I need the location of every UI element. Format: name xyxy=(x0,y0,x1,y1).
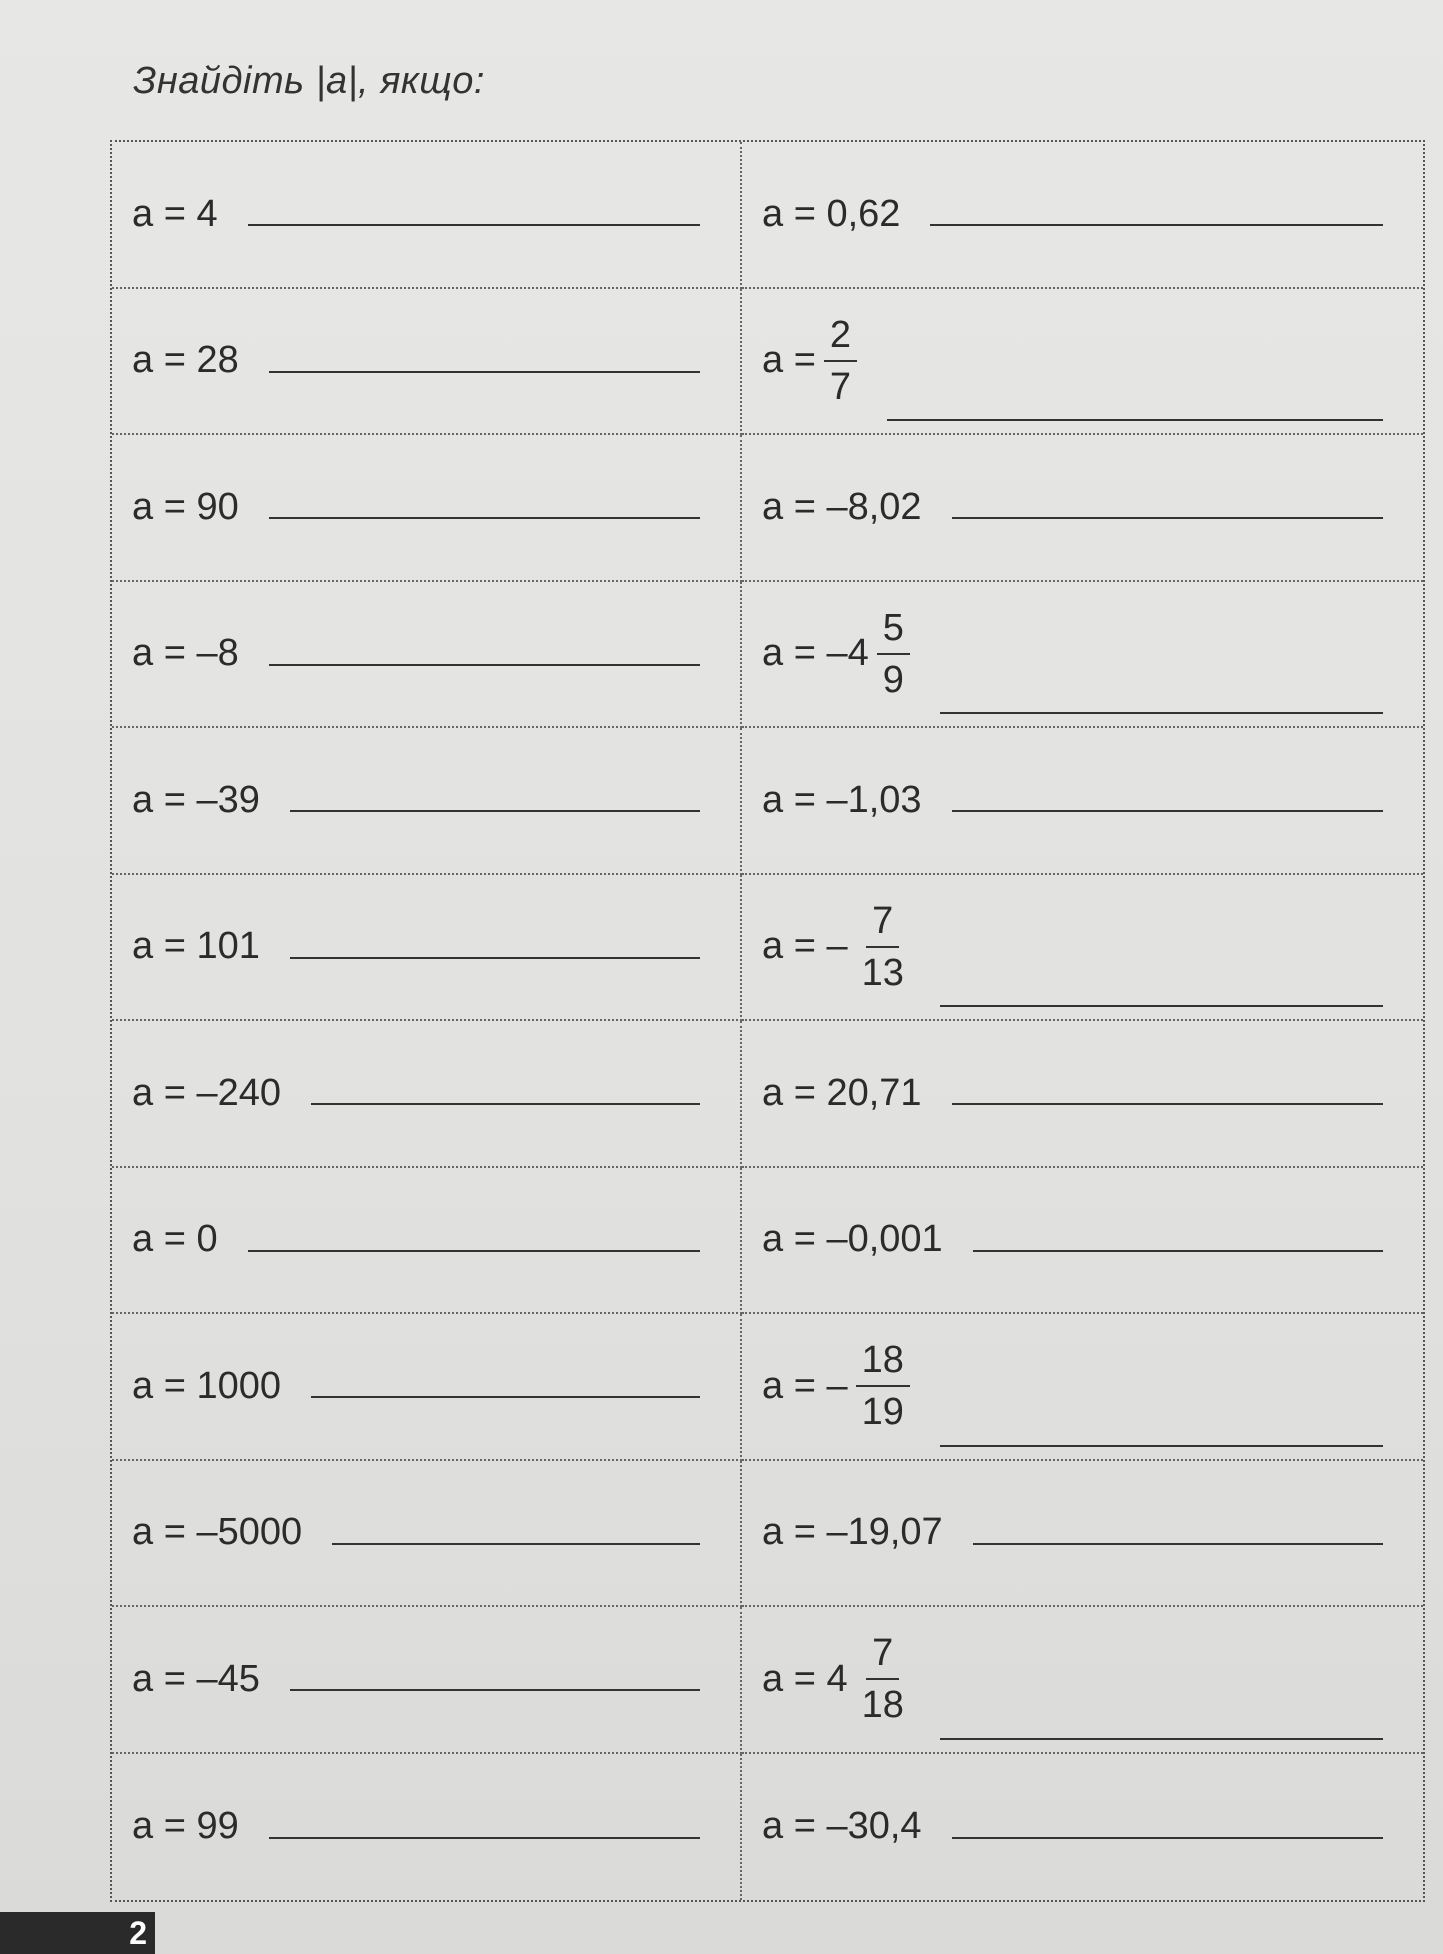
exercise-cell-left xyxy=(112,1461,742,1608)
exercise-cell-right xyxy=(742,1314,1423,1461)
answer-line[interactable] xyxy=(269,664,700,666)
answer-line[interactable] xyxy=(940,1738,1383,1740)
fraction-numerator: 7 xyxy=(866,1634,899,1680)
answer-line[interactable] xyxy=(930,224,1383,226)
exercise-cell-left xyxy=(112,142,742,289)
fraction xyxy=(856,899,910,994)
exercise-expression: a = 28 xyxy=(132,339,239,382)
exercise-expression: a = 99 xyxy=(132,1805,239,1848)
answer-line[interactable] xyxy=(269,517,700,519)
exercise-expression: a = 101 xyxy=(132,925,260,968)
exercise-expression: a = 0 xyxy=(132,1218,218,1261)
exercise-cell-left xyxy=(112,1314,742,1461)
exercise-cell-right xyxy=(742,582,1423,729)
exercise-cell-right xyxy=(742,1021,1423,1168)
exercise-cell-left xyxy=(112,435,742,582)
answer-line[interactable] xyxy=(290,957,700,959)
exercise-expression xyxy=(762,899,910,994)
expression-prefix: a = – xyxy=(762,1364,848,1407)
exercise-expression: a = 1000 xyxy=(132,1364,281,1407)
exercise-cell-right xyxy=(742,875,1423,1022)
exercise-expression: a = 90 xyxy=(132,485,239,528)
answer-line[interactable] xyxy=(940,1445,1383,1447)
answer-line[interactable] xyxy=(311,1396,700,1398)
fraction-numerator: 18 xyxy=(856,1341,910,1387)
exercise-expression xyxy=(762,1632,910,1727)
exercise-cell-left xyxy=(112,1021,742,1168)
exercise-expression xyxy=(762,313,857,408)
answer-line[interactable] xyxy=(248,1250,700,1252)
exercise-cell-right xyxy=(742,1168,1423,1315)
fraction-numerator: 7 xyxy=(866,902,899,948)
answer-line[interactable] xyxy=(269,371,700,373)
exercise-cell-right xyxy=(742,1754,1423,1901)
exercise-cell-left xyxy=(112,728,742,875)
exercise-expression: a = –8 xyxy=(132,632,239,675)
fraction-denominator: 7 xyxy=(829,365,852,408)
fraction-numerator: 5 xyxy=(877,609,910,655)
expression-prefix: a = – xyxy=(762,925,848,968)
exercise-cell-left xyxy=(112,1754,742,1901)
fraction xyxy=(824,313,857,408)
exercise-cell-left xyxy=(112,875,742,1022)
answer-line[interactable] xyxy=(940,1005,1383,1007)
expression-prefix: a = –30,4 xyxy=(762,1805,922,1848)
fraction xyxy=(877,606,910,701)
answer-line[interactable] xyxy=(290,1689,700,1691)
exercise-cell-left xyxy=(112,582,742,729)
answer-line[interactable] xyxy=(952,810,1383,812)
exercise-cell-left xyxy=(112,1607,742,1754)
exercise-expression: a = 4 xyxy=(132,192,218,235)
exercise-expression xyxy=(762,1072,922,1115)
exercise-cell-right xyxy=(742,1461,1423,1608)
exercise-expression: a = –39 xyxy=(132,778,260,821)
exercise-expression xyxy=(762,193,900,236)
fraction xyxy=(856,1339,910,1434)
answer-line[interactable] xyxy=(290,810,700,812)
expression-prefix: a = –0,001 xyxy=(762,1218,943,1261)
exercise-cell-right xyxy=(742,289,1423,436)
expression-prefix: a = xyxy=(762,339,816,382)
exercise-expression xyxy=(762,606,910,701)
answer-line[interactable] xyxy=(311,1103,700,1105)
exercise-cell-left xyxy=(112,289,742,436)
exercise-expression: a = –240 xyxy=(132,1071,281,1114)
answer-line[interactable] xyxy=(269,1837,700,1839)
answer-line[interactable] xyxy=(952,517,1383,519)
answer-line[interactable] xyxy=(248,224,700,226)
answer-line[interactable] xyxy=(952,1103,1383,1105)
exercise-cell-right xyxy=(742,1607,1423,1754)
exercise-expression xyxy=(762,1218,943,1261)
answer-line[interactable] xyxy=(332,1543,700,1545)
exercise-cell-right xyxy=(742,728,1423,875)
exercise-expression: a = –5000 xyxy=(132,1511,303,1554)
exercise-expression xyxy=(762,779,922,822)
fraction-denominator: 19 xyxy=(861,1391,904,1434)
fraction-denominator: 13 xyxy=(861,951,904,994)
exercise-table xyxy=(110,140,1425,1902)
expression-prefix: a = –19,07 xyxy=(762,1511,943,1554)
fraction-numerator: 2 xyxy=(824,316,857,362)
exercise-expression xyxy=(762,1805,922,1848)
exercise-expression xyxy=(762,1339,910,1434)
task-title: Знайдіть |a|, якщо: xyxy=(133,60,485,102)
expression-prefix: a = 0,62 xyxy=(762,192,901,235)
exercise-cell-right xyxy=(742,142,1423,289)
fraction-denominator: 18 xyxy=(861,1684,904,1727)
exercise-grid xyxy=(112,142,1423,1900)
exercise-cell-right xyxy=(742,435,1423,582)
expression-prefix: a = 20,71 xyxy=(762,1071,922,1114)
fraction xyxy=(856,1632,910,1727)
answer-line[interactable] xyxy=(952,1837,1383,1839)
page-number: 2 xyxy=(0,1912,155,1954)
exercise-expression xyxy=(762,1511,943,1554)
answer-line[interactable] xyxy=(887,419,1383,421)
answer-line[interactable] xyxy=(973,1543,1383,1545)
expression-prefix: a = –4 xyxy=(762,632,869,675)
expression-prefix: a = –1,03 xyxy=(762,778,922,821)
exercise-cell-left xyxy=(112,1168,742,1315)
fraction-denominator: 9 xyxy=(882,658,904,701)
answer-line[interactable] xyxy=(973,1250,1383,1252)
expression-prefix: a = 4 xyxy=(762,1657,848,1700)
expression-prefix: a = –8,02 xyxy=(762,485,922,528)
exercise-expression: a = –45 xyxy=(132,1657,260,1700)
exercise-expression xyxy=(762,486,922,529)
answer-line[interactable] xyxy=(940,712,1383,714)
